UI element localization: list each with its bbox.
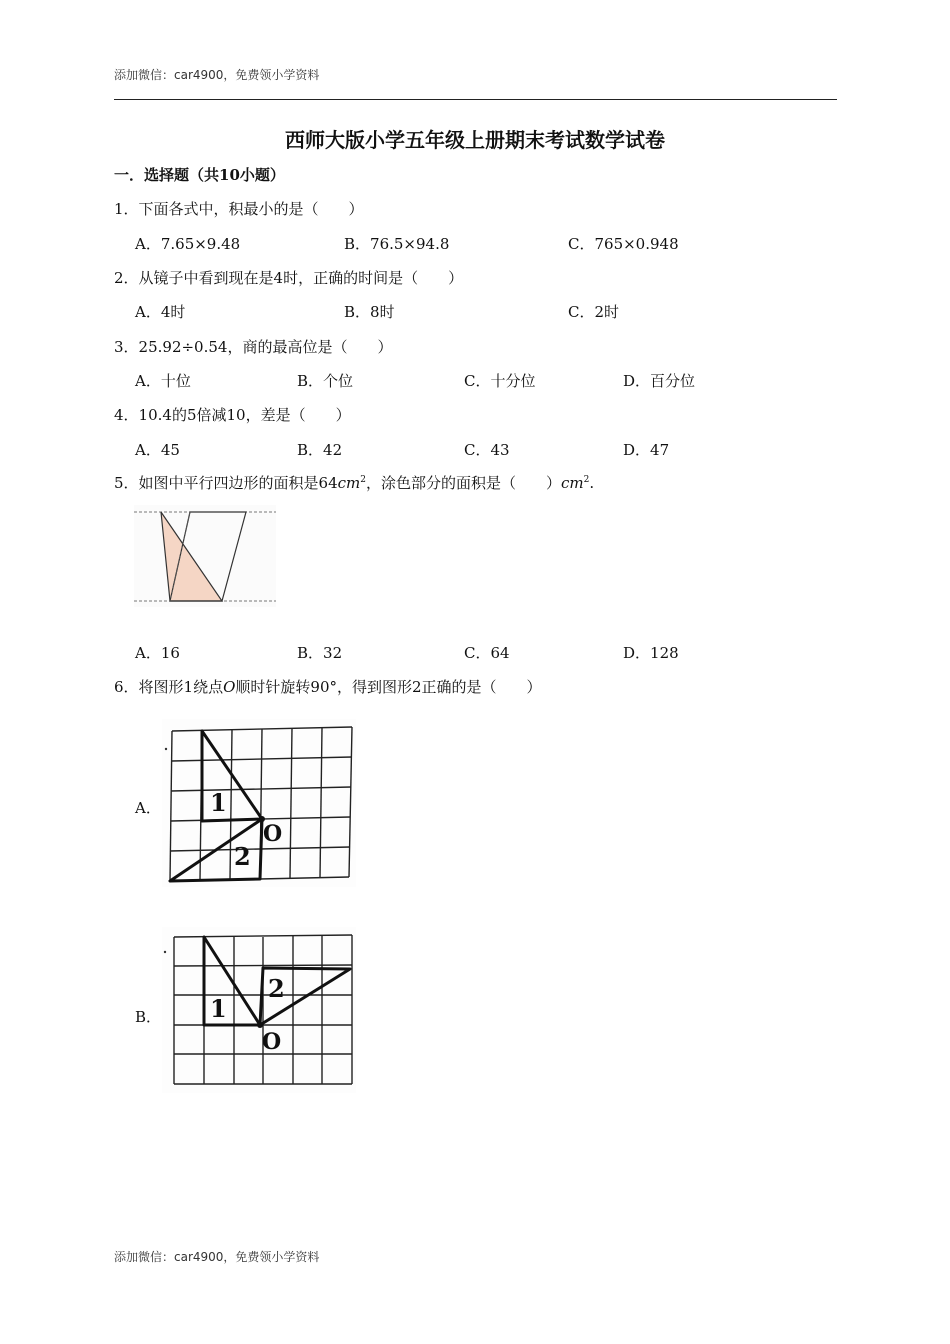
question-5: 5．如图中平行四边形的面积是$64cm^2$，涂色部分的面积是（ ）$cm^2$. xyxy=(114,474,595,492)
q2-option-b[interactable]: B．8时 xyxy=(344,303,395,321)
question-text: 下面各式中，积最小的是（ ） xyxy=(138,200,364,218)
pivot-point xyxy=(257,1022,263,1028)
page-title: 西师大版小学五年级上册期末考试数学试卷 xyxy=(285,128,665,152)
q4-option-a[interactable]: A．45 xyxy=(135,441,180,459)
q1-option-b[interactable]: B．76.5×94.8 xyxy=(344,235,450,253)
q3-option-d[interactable]: D．百分位 xyxy=(623,372,696,390)
q3-option-b[interactable]: B．个位 xyxy=(297,372,354,390)
shape-1-label: 1 xyxy=(210,994,227,1023)
figure-background xyxy=(162,927,356,1093)
q5-option-a[interactable]: A．16 xyxy=(135,644,180,662)
section-heading: 一．选择题（共10小题） xyxy=(114,166,285,184)
header-divider xyxy=(114,99,837,100)
question-4 xyxy=(114,404,351,425)
shape-2-label: 2 xyxy=(268,974,285,1003)
q5-option-c[interactable]: C．64 xyxy=(464,644,510,662)
question-text: 25.92÷0.54，商的最高位是（ ） xyxy=(138,338,393,356)
q3-option-c[interactable]: C．十分位 xyxy=(464,372,536,390)
q6-option-a-figure[interactable] xyxy=(162,719,356,887)
q1-option-c[interactable]: C．765×0.948 xyxy=(568,235,679,253)
question-number: 4． xyxy=(114,406,139,424)
q5-option-b[interactable]: B．32 xyxy=(297,644,343,662)
point-o-label: O xyxy=(263,821,283,847)
shape-1-label: 1 xyxy=(210,788,227,817)
q4-option-b[interactable]: B．42 xyxy=(297,441,343,459)
q2-option-a[interactable]: A．4时 xyxy=(135,303,186,321)
q3-option-a[interactable]: A．十位 xyxy=(135,372,191,390)
q4-option-c[interactable]: C．43 xyxy=(464,441,510,459)
question-number: 5． xyxy=(114,474,139,492)
parallelogram-figure xyxy=(134,505,276,607)
page-footer: 添加微信：car4900，免费领小学资料 xyxy=(114,1250,320,1264)
page-header: 添加微信：car4900，免费领小学资料 xyxy=(114,68,320,82)
question-number: 3． xyxy=(114,338,139,356)
question-3 xyxy=(114,336,392,357)
q4-option-d[interactable]: D．47 xyxy=(623,441,670,459)
q1-option-a[interactable]: A．7.65×9.48 xyxy=(135,235,241,253)
question-number: 2． xyxy=(114,269,139,287)
figure-background xyxy=(162,719,356,887)
q6-option-b[interactable]: B． xyxy=(135,1008,162,1026)
question-2 xyxy=(114,267,463,288)
speck xyxy=(164,951,166,953)
question-text: 从镜子中看到现在是4时，正确的时间是（ ） xyxy=(138,269,464,287)
shape-2-label: 2 xyxy=(234,842,251,871)
question-6: 6．将图形1绕点O顺时针旋转90°，得到图形2正确的是（ ） xyxy=(114,678,542,696)
question-text: 10.4的5倍减10，差是（ ） xyxy=(138,406,351,424)
question-1 xyxy=(114,198,364,219)
q6-option-a[interactable]: A． xyxy=(135,799,161,817)
q6-option-b-figure[interactable] xyxy=(162,927,356,1093)
point-o-label: O xyxy=(262,1029,282,1055)
question-number: 6． xyxy=(114,678,139,696)
q2-option-c[interactable]: C．2时 xyxy=(568,303,620,321)
q5-option-d[interactable]: D．128 xyxy=(623,644,679,662)
question-number: 1． xyxy=(114,200,139,218)
speck xyxy=(165,748,167,750)
